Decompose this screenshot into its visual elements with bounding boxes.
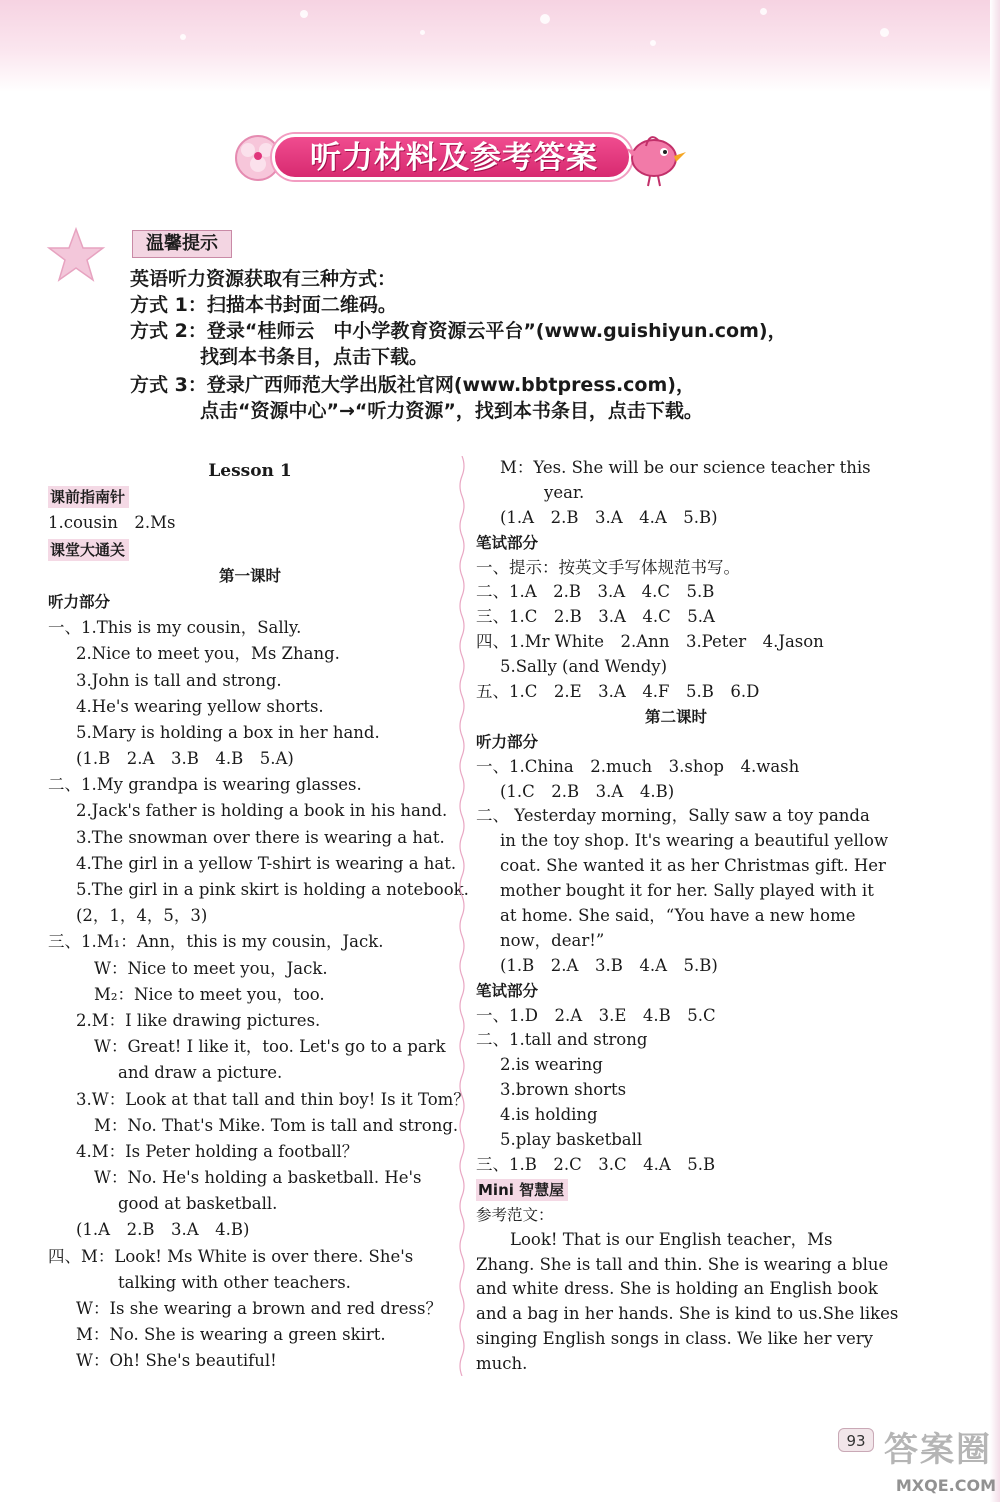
q2-answer: (2，1，4，5，3): [76, 906, 208, 926]
tips-line-3: 方式 2：登录“桂师云 中小学教育资源云平台”(www.guishiyun.com)，: [130, 320, 787, 342]
section-prep: 课前指南针: [48, 486, 129, 508]
written-line: 5.Sally (and Wendy): [500, 657, 668, 677]
q3-line: W：No. He's holding a basketball. He's: [94, 1168, 422, 1188]
mini-section: Mini 智慧屋: [476, 1179, 568, 1201]
q3-line: 2.M：I like drawing pictures.: [76, 1010, 321, 1030]
q1-line: 4.He's wearing yellow shorts.: [76, 696, 324, 716]
q3-line: M₂：Nice to meet you，too.: [94, 984, 325, 1004]
watermark-url: MXQE.COM: [895, 1476, 996, 1495]
essay-line: and white dress. She is holding an English book: [476, 1279, 878, 1299]
listening-2-line: 一、1.China 2.much 3.shop 4.wash: [476, 756, 800, 776]
written-line: 四、1.Mr White 2.Ann 3.Peter 4.Jason: [476, 632, 824, 652]
tips-line-6: 点击“资源中心”→“听力资源”，找到本书条目，点击下载。: [200, 400, 703, 422]
top-decorative-band: [0, 0, 1000, 92]
q3-line: W：Great! I like it，too. Let's go to a park: [94, 1037, 446, 1057]
written-2-line: 二、1.tall and strong: [476, 1030, 648, 1050]
listening-2-heading: 听力部分: [476, 732, 539, 751]
section-class: 课堂大通关: [48, 539, 129, 561]
lesson-heading: Lesson 1: [208, 461, 292, 481]
right-edge-decoration: [990, 0, 1000, 1502]
column-divider: [458, 456, 466, 1376]
passage-line: mother bought it for her. Sally played with it: [500, 881, 874, 901]
cont-answer: (1.A 2.B 3.A 4.A 5.B): [500, 507, 718, 527]
listening-2-answer: (1.C 2.B 3.A 4.B): [500, 781, 675, 801]
essay-line: and a bag in her hands. She is kind to us.She likes: [476, 1304, 899, 1324]
period-2-heading: 第二课时: [644, 707, 707, 726]
written-2-line: 三、1.B 2.C 3.C 4.A 5.B: [476, 1154, 716, 1174]
q3-line: 3.W：Look at that tall and thin boy! Is it Tom？: [76, 1089, 470, 1109]
q3-line: 三、1.M₁：Ann，this is my cousin，Jack.: [48, 932, 384, 952]
prep-answers: 1.cousin 2.Ms: [48, 513, 176, 533]
tips-line-5: 方式 3：登录广西师范大学出版社官网(www.bbtpress.com)，: [130, 374, 695, 396]
q3-line: 4.M：Is Peter holding a football？: [76, 1141, 359, 1161]
written-2-line: 4.is holding: [500, 1105, 598, 1125]
sample-label: 参考范文：: [476, 1205, 554, 1224]
q4-line: M：No. She is wearing a green skirt.: [76, 1325, 386, 1345]
q1-answer: (1.B 2.A 3.B 4.B 5.A): [76, 749, 294, 769]
written-2-line: 3.brown shorts: [500, 1080, 627, 1100]
title-banner: [232, 126, 692, 190]
q1-line: 3.John is tall and strong.: [76, 670, 282, 690]
essay-line: Zhang. She is tall and thin. She is wearing a blue: [476, 1254, 889, 1274]
cont-line: M：Yes. She will be our science teacher this: [500, 458, 871, 477]
passage-line: 二、 Yesterday morning，Sally saw a toy panda: [476, 806, 870, 826]
left-column: [48, 458, 470, 1375]
watermark-text: 答案圈: [884, 1430, 992, 1470]
essay-line: singing English songs in class. We like her very: [476, 1329, 874, 1349]
passage-line: coat. She wanted it as her Christmas gift. Her: [500, 856, 886, 876]
written-2-heading: 笔试部分: [476, 981, 539, 1000]
passage-answer: (1.B 2.A 3.B 4.A 5.B): [500, 955, 718, 975]
q2-line: 2.Jack's father is holding a book in his hand.: [76, 801, 448, 821]
q3-answer: (1.A 2.B 3.A 4.B): [76, 1220, 250, 1240]
star-icon: [46, 226, 106, 286]
essay-line: Look! That is our English teacher，Ms: [510, 1229, 833, 1249]
page-number: 93: [838, 1428, 874, 1452]
q4-line: 四、M：Look! Ms White is over there. She's: [48, 1246, 414, 1266]
cont-line: year.: [544, 482, 585, 502]
written-line: 二、1.A 2.B 3.A 4.C 5.B: [476, 582, 715, 602]
written-line: 三、1.C 2.B 3.A 4.C 5.A: [476, 607, 715, 627]
q4-line: W：Is she wearing a brown and red dress？: [76, 1299, 442, 1318]
q2-line: 二、1.My grandpa is wearing glasses.: [48, 775, 362, 795]
written-heading: 笔试部分: [476, 533, 539, 552]
written-2-line: 一、1.D 2.A 3.E 4.B 5.C: [476, 1005, 716, 1025]
q2-line: 3.The snowman over there is wearing a hat.: [76, 827, 445, 847]
tips-line-1: 英语听力资源获取有三种方式：: [130, 268, 397, 290]
q3-line: M：No. That's Mike. Tom is tall and strong.: [94, 1115, 459, 1135]
listening-heading: 听力部分: [48, 592, 111, 611]
q1-line: 一、1.This is my cousin，Sally.: [48, 618, 302, 638]
passage-line: now，dear!”: [500, 930, 605, 950]
q1-line: 5.Mary is holding a box in her hand.: [76, 722, 380, 742]
q2-line: 5.The girl in a pink skirt is holding a notebook.: [76, 880, 469, 899]
tips-line-2: 方式 1：扫描本书封面二维码。: [130, 294, 397, 316]
page-title: 听力材料及参考答案: [310, 140, 598, 176]
tips-line-4: 找到本书条目，点击下载。: [200, 346, 429, 368]
essay-line: much.: [476, 1354, 528, 1374]
passage-line: at home. She said，“You have a new home: [500, 906, 856, 926]
q3-line: and draw a picture.: [118, 1063, 283, 1083]
written-2-line: 5.play basketball: [500, 1130, 643, 1150]
tips-label: 温馨提示: [132, 230, 232, 258]
bird-icon: [624, 126, 690, 188]
period-1-heading: 第一课时: [218, 566, 281, 585]
written-line: 一、提示：按英文手写体规范书写。: [476, 557, 740, 577]
right-column: [476, 456, 899, 1377]
q4-line: talking with other teachers.: [118, 1272, 351, 1292]
q3-line: W：Nice to meet you，Jack.: [94, 958, 328, 978]
q4-line: W：Oh! She's beautiful!: [76, 1351, 277, 1371]
written-line: 五、1.C 2.E 3.A 4.F 5.B 6.D: [476, 682, 760, 702]
q1-line: 2.Nice to meet you，Ms Zhang.: [76, 644, 340, 664]
watermark: [880, 1418, 996, 1502]
written-2-line: 2.is wearing: [500, 1055, 603, 1075]
q2-line: 4.The girl in a yellow T-shirt is wearing a hat.: [76, 853, 457, 873]
passage-line: in the toy shop. It's wearing a beautiful yellow: [500, 831, 889, 851]
q3-line: good at basketball.: [118, 1194, 278, 1214]
